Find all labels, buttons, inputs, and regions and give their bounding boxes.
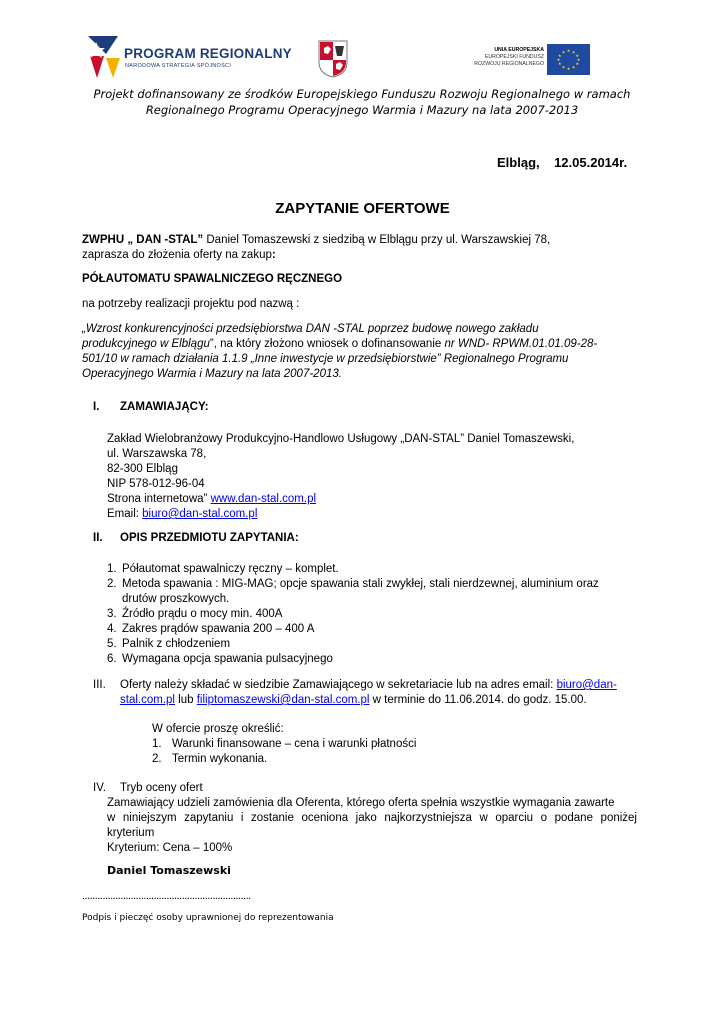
invitation-colon: : [271,249,276,261]
project-info [82,86,642,118]
list-item [107,607,282,622]
orderer-street: ul. Warszawska 78, [107,448,207,460]
eu-line-1: UNIA EUROPEJSKA [494,47,544,53]
svg-text:★: ★ [571,64,576,70]
signatory-name: Daniel Tomaszewski [107,864,231,877]
svg-text:★: ★ [561,49,566,55]
eu-stars-icon [547,44,590,75]
list-item-text: Termin wykonania. [172,753,268,765]
orderer-nip: NIP 578-012-96-04 [107,478,205,490]
application-number: nr WND- RPWM.01.01.09-28- [444,338,598,350]
eu-logo [470,44,590,76]
eu-line-3: ROZWOJU REGIONALNEGO [474,61,544,67]
website-link[interactable]: www.dan-stal.com.pl [210,493,317,505]
list-item-number: 2. [107,578,117,590]
email-link[interactable]: biuro@dan-stal.com.pl [142,508,258,520]
submission-deadline: w terminie do 11.06.2014. do godz. 15.00. [369,694,587,706]
eu-line-2: EUROPEJSKI FUNDUSZ [484,54,544,60]
project-info-line-2: Regionalnego Programu Operacyjnego Warmia i Mazury na lata 2007-2013 [145,103,579,117]
needs-text: na potrzeby realizacji projektu pod nazwą : [82,298,300,310]
section-3-number: III. [93,679,106,691]
submission-text: Oferty należy składać w siedzibie Zamawiającego w sekretariacie lub na adres email: [120,679,557,691]
list-item [107,622,314,637]
list-item [107,637,230,652]
header-logos [0,0,725,90]
orderer-city: 82-300 Elbląg [107,463,178,475]
svg-text:★: ★ [571,49,576,55]
program-title: PROGRAM REGIONALNY [124,46,292,61]
submission-email-link-part-2[interactable]: stal.com.pl [120,694,175,706]
svg-text:★: ★ [561,64,566,70]
section-2-number: II. [93,532,103,544]
list-item-text: Palnik z chłodzeniem [122,638,231,650]
offer-intro: W ofercie proszę określić: [152,723,284,735]
list-item [152,752,267,767]
orderer-name: Zakład Wielobranżowy Produkcyjno-Handlowo Usługowy „DAN-STAL” Daniel Tomaszewski, [107,433,575,445]
signature-line: .................................................................. [82,890,251,902]
list-item-number: 1. [107,563,117,575]
company-address: Daniel Tomaszewski z siedzibą w Elblągu przy ul. Warszawskiej 78, [203,234,551,246]
list-item-text: Metoda spawania : MIG-MAG; opcje spawania stali zwykłej, stali nierdzewnej, aluminium oraz [122,578,599,590]
section-3-line-1 [120,678,617,693]
list-item-text: Zakres prądów spawania 200 – 400 A [122,623,315,635]
email-label: Email: [107,508,143,520]
svg-text:★: ★ [566,66,571,71]
list-item-number: 2. [152,753,162,765]
list-item-text: Źródło prądu o mocy min. 400A [122,608,283,620]
warmia-mazury-crest [318,40,348,78]
list-item [152,737,416,752]
list-item-text: Półautomat spawalniczy ręczny – komplet. [122,563,339,575]
svg-text:★: ★ [575,61,579,66]
document-title: ZAPYTANIE OFERTOWE [275,200,450,217]
project-name-italic: produkcyjnego w Elblągu [82,338,210,350]
eu-text [474,47,544,68]
project-name-line-3: 501/10 w ramach działania 1.1.9 „Inne inwestycje w przedsiębiorstwie” Regionalnego Programu [82,353,569,365]
submission-email-link-2[interactable]: filiptomaszewski@dan-stal.com.pl [196,694,370,706]
product-name: PÓŁAUTOMATU SPAWALNICZEGO RĘCZNEGO [82,273,343,285]
svg-text:★: ★ [556,57,561,62]
list-item-text: drutów proszkowych. [122,593,230,605]
list-item-number: 4. [107,623,117,635]
section-1-number: I. [93,401,100,413]
project-name-line-2 [82,337,597,352]
project-name-rest: ”, na który złożono wniosek o dofinansowanie [209,338,445,350]
list-item-number: 1. [152,738,162,750]
submission-email-link-part-1[interactable]: biuro@dan- [556,679,617,691]
signature-caption: Podpis i pieczęć osoby uprawnionej do reprezentowania [82,913,334,923]
evaluation-line-3: kryterium [107,827,155,839]
coat-of-arms-icon [318,40,348,78]
svg-text:★: ★ [576,57,581,62]
intro-line-2 [82,248,276,263]
orderer-website [107,492,316,507]
submission-or: lub [174,694,197,706]
svg-text:★: ★ [558,53,562,58]
program-regionalny-logo [88,34,292,80]
project-name-line-1: „Wzrost konkurencyjności przedsiębiorstwa DAN -STAL poprzez budowę nowego zakładu [82,323,539,335]
list-item-number: 6. [107,653,117,665]
list-item [107,577,599,592]
list-item-number: 3. [107,608,117,620]
orderer-email [107,507,257,522]
document-date: Elbląg, 12.05.2014r. [497,155,628,170]
svg-text:★: ★ [558,61,562,66]
list-item [107,592,229,607]
invitation-text: zaprasza do złożenia oferty na zakup [82,249,272,261]
section-2-heading: OPIS PRZEDMIOTU ZAPYTANIA: [120,532,299,544]
eu-flag-icon [547,44,590,75]
svg-text:★: ★ [566,48,571,53]
evaluation-criterion: Kryterium: Cena – 100% [107,842,233,854]
list-item [107,652,333,667]
list-item-number: 5. [107,638,117,650]
list-item [107,562,339,577]
company-name: ZWPHU „ DAN -STAL” [82,234,204,246]
program-subtitle: NARODOWA STRATEGIA SPÓJNOŚCI [125,63,232,69]
evaluation-line-2: w niniejszym zapytaniu i zostanie oceniona jako najkorzystniejsza w oparciu o podane poniżej [107,812,637,824]
intro-line-1 [82,233,550,248]
project-name-line-4: Operacyjnego Warmia i Mazury na lata 2007-2013. [82,368,342,380]
star-logo-icon [88,34,124,80]
svg-text:★: ★ [575,53,579,58]
project-info-line-1: Projekt dofinansowany ze środków Europejskiego Funduszu Rozwoju Regionalnego w ramach [93,87,631,101]
list-item-text: Wymagana opcja spawania pulsacyjnego [122,653,333,665]
section-4-heading: Tryb oceny ofert [120,782,203,794]
section-4-number: IV. [93,782,107,794]
list-item-text: Warunki finansowane – cena i warunki płatności [172,738,417,750]
website-label: Strona internetowa” [107,493,208,505]
section-1-heading: ZAMAWIAJĄCY: [120,401,209,413]
section-3-line-2 [120,693,587,708]
evaluation-line-1: Zamawiający udzieli zamówienia dla Oferenta, którego oferta spełnia wszystkie wymagania zawarte [107,797,615,809]
